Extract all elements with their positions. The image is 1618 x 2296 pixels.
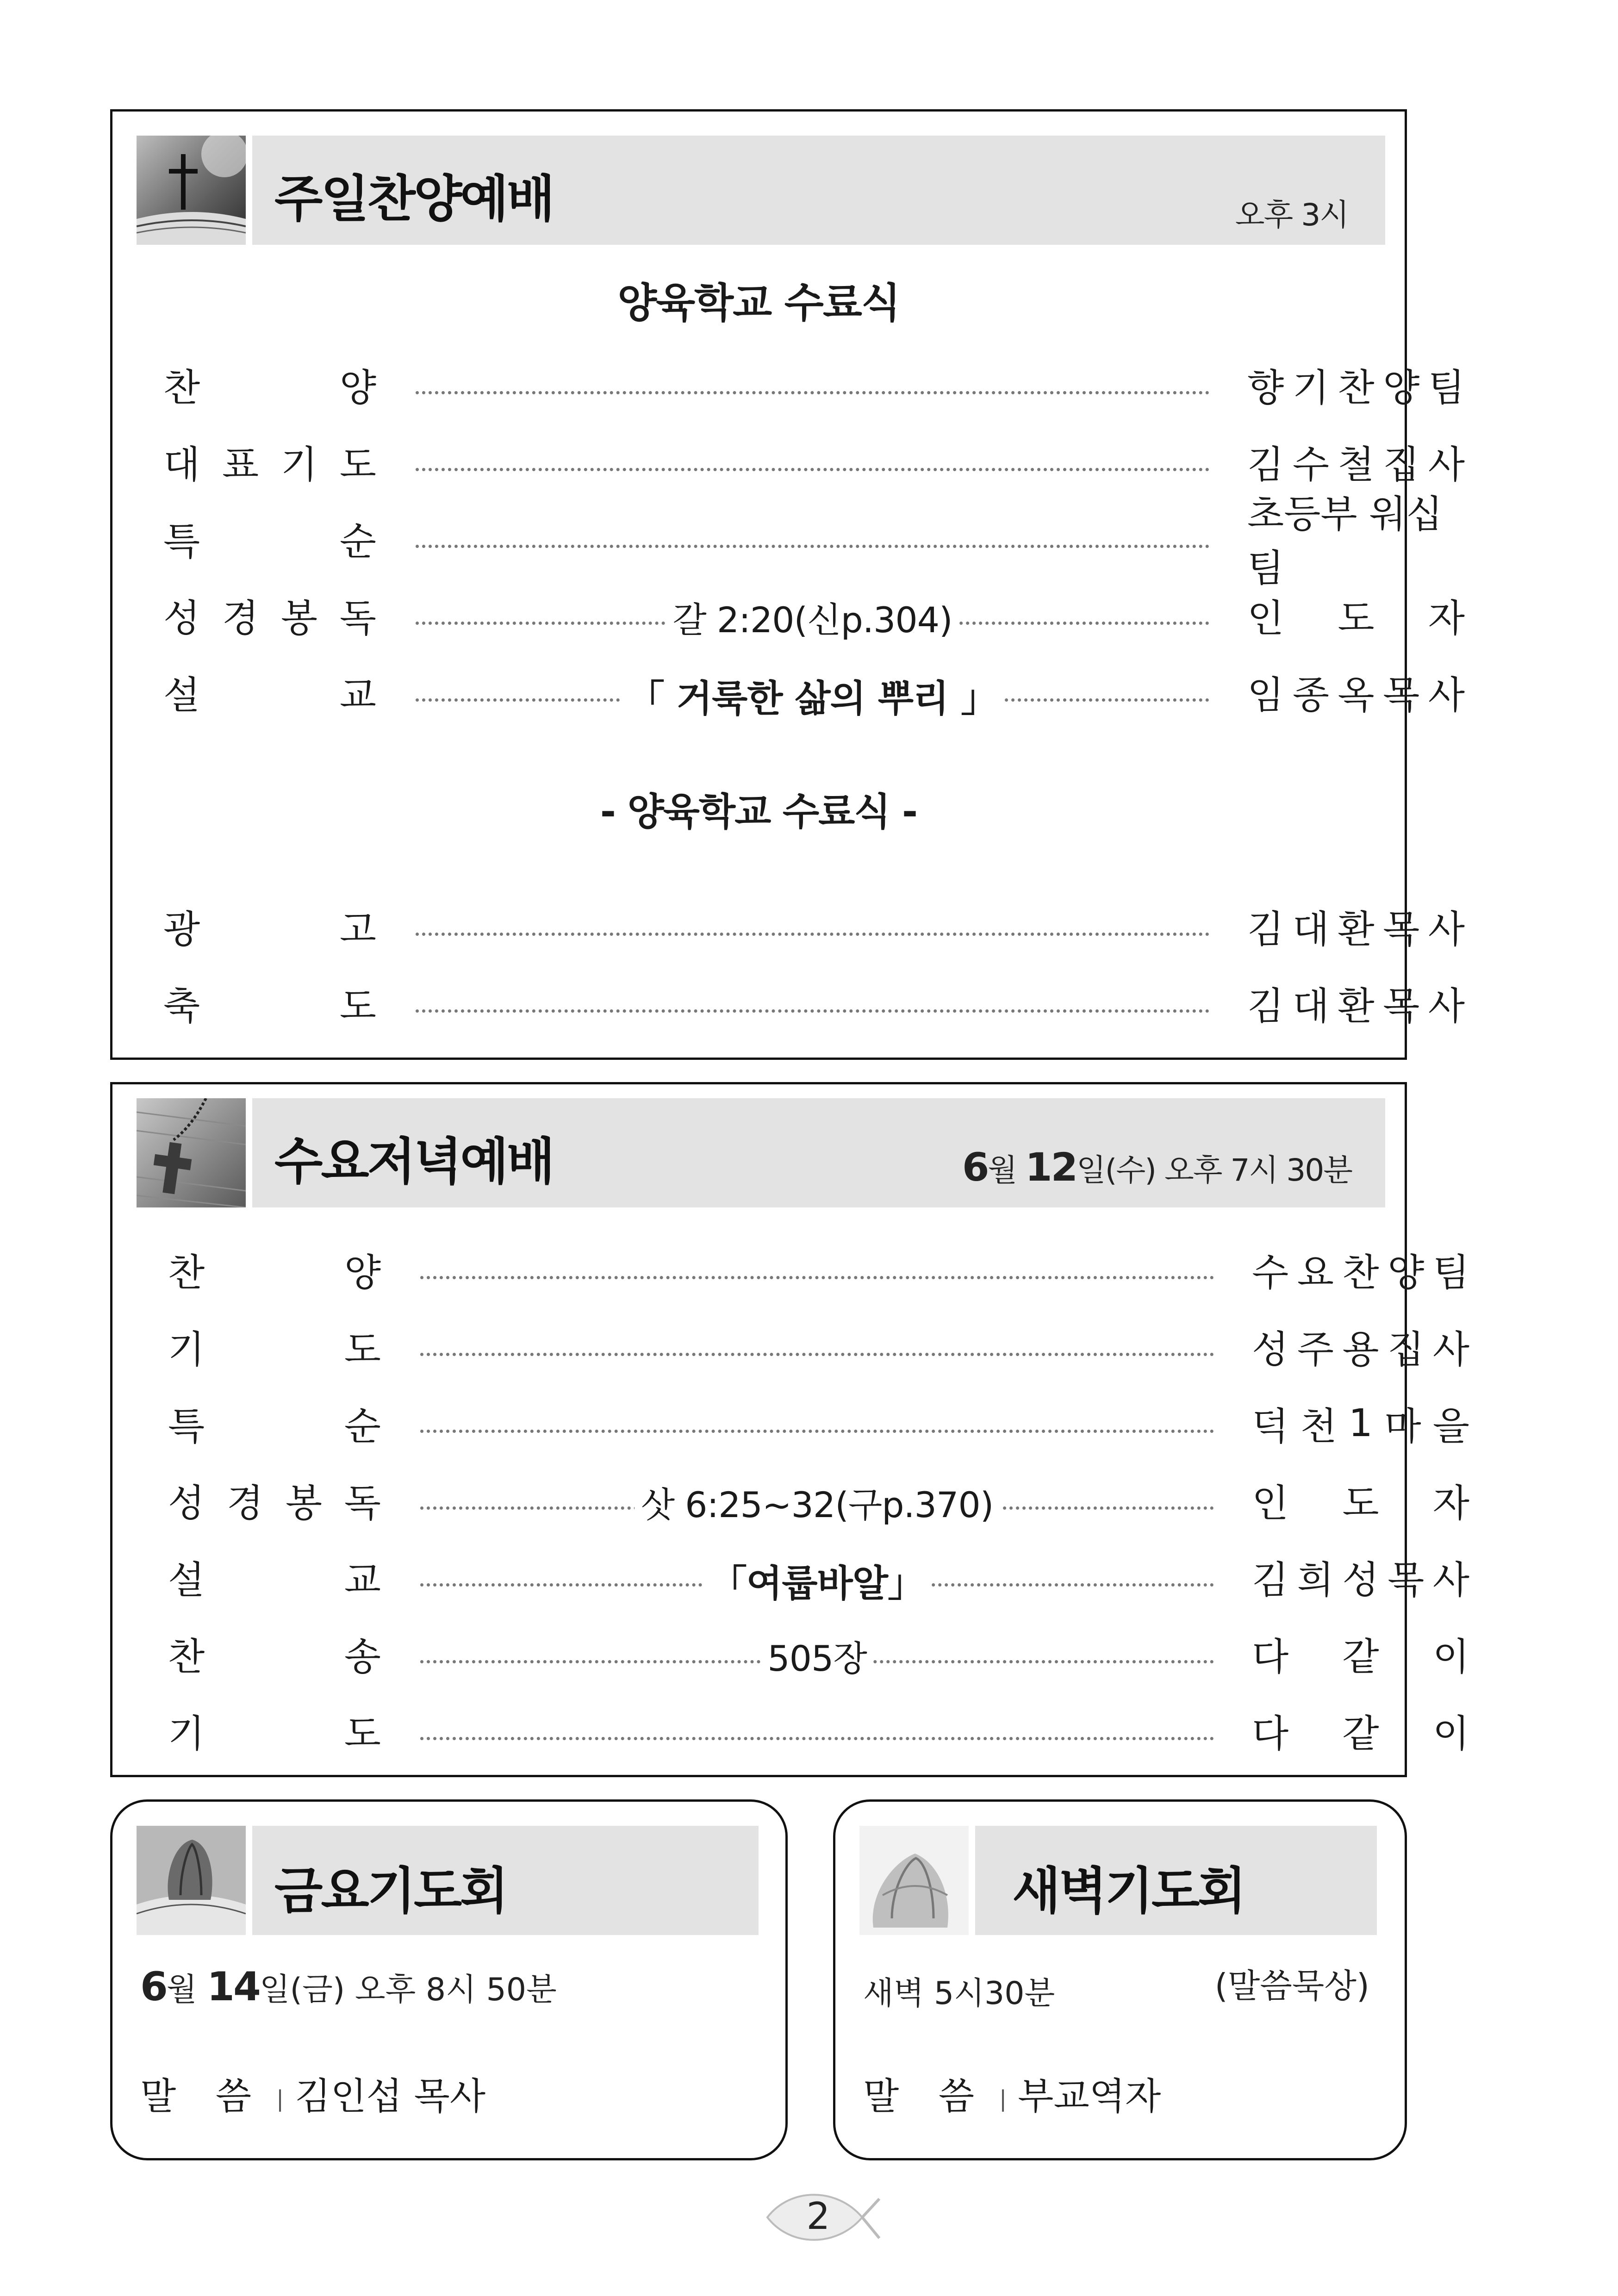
program-item-person: 덕 천 1 마 을 bbox=[1252, 1401, 1469, 1449]
wednesday-day: 12 bbox=[1025, 1145, 1077, 1190]
program-item-label: 설 교 bbox=[163, 673, 376, 717]
program-item-label: 찬 양 bbox=[163, 366, 376, 410]
sunday-header-bar bbox=[252, 136, 1385, 245]
friday-title: 금요기도회 bbox=[274, 1862, 507, 1920]
friday-header-bar bbox=[252, 1826, 759, 1935]
program-item-person: 김 대 환 목 사 bbox=[1247, 984, 1465, 1028]
dotted-leader bbox=[416, 545, 1209, 548]
sunday-subheading: 양육학교 수료식 bbox=[617, 279, 900, 327]
program-row bbox=[168, 1626, 1469, 1681]
program-item-label: 설 교 bbox=[168, 1558, 381, 1602]
friday-speaker-name: 김인섭 목사 bbox=[295, 2075, 486, 2118]
dawn-speaker-label: 말 씀 bbox=[863, 2075, 988, 2118]
program-row bbox=[168, 1549, 1469, 1605]
praying-hands-image bbox=[859, 1826, 969, 1935]
program-item-detail: 「여룹바알」 bbox=[703, 1554, 931, 1607]
program-row bbox=[163, 587, 1465, 643]
dotted-leader bbox=[416, 391, 1209, 394]
wednesday-month-unit: 월 bbox=[988, 1152, 1017, 1188]
program-row bbox=[163, 357, 1465, 412]
wednesday-month: 6 bbox=[962, 1145, 988, 1190]
page-number-fish-icon bbox=[763, 2183, 883, 2252]
program-item-person: 수 요 찬 양 팀 bbox=[1252, 1251, 1469, 1295]
speaker-separator: | bbox=[276, 2086, 284, 2112]
friday-prayer-box bbox=[110, 1799, 788, 2160]
program-item-person: 임 종 옥 목 사 bbox=[1247, 673, 1465, 717]
program-item-label: 성 경 봉 독 bbox=[168, 1481, 381, 1525]
program-item-person: 향 기 찬 양 팀 bbox=[1247, 366, 1465, 410]
program-item-person: 김 대 환 목 사 bbox=[1247, 907, 1465, 952]
program-item-detail: 505장 bbox=[761, 1630, 873, 1681]
program-item-person: 다 같 이 bbox=[1252, 1635, 1469, 1679]
dawn-header-bar bbox=[975, 1826, 1377, 1935]
program-row bbox=[163, 664, 1465, 720]
friday-day: 14 bbox=[207, 1964, 260, 2010]
dawn-speaker bbox=[863, 2066, 1161, 2120]
program-row bbox=[163, 898, 1465, 954]
dawn-note: (말씀묵상) bbox=[1214, 1966, 1369, 2005]
wednesday-time-rest: 일(수) 오후 7시 30분 bbox=[1077, 1152, 1352, 1188]
page-number: 2 bbox=[806, 2195, 830, 2238]
program-row bbox=[168, 1703, 1469, 1758]
program-item-label: 찬 양 bbox=[168, 1251, 381, 1295]
sunday-interlude: - 양육학교 수료식 - bbox=[600, 790, 917, 834]
program-row bbox=[163, 975, 1465, 1031]
program-item-label: 기 도 bbox=[168, 1711, 381, 1756]
program-item-label: 특 순 bbox=[163, 519, 376, 564]
cross-rosary-image bbox=[137, 1098, 246, 1207]
dotted-leader bbox=[416, 468, 1209, 471]
program-item-person: 인 도 자 bbox=[1252, 1481, 1469, 1525]
wednesday-title: 수요저녁예배 bbox=[274, 1133, 553, 1191]
cross-bible-image bbox=[137, 136, 246, 245]
program-item-label: 광 고 bbox=[163, 907, 376, 952]
dotted-leader bbox=[416, 1009, 1209, 1013]
program-item-person: 성 주 용 집 사 bbox=[1252, 1327, 1469, 1372]
program-row bbox=[168, 1242, 1469, 1297]
program-item-person: 다 같 이 bbox=[1252, 1711, 1469, 1756]
praying-hands-bible-image bbox=[137, 1826, 246, 1935]
dotted-leader bbox=[420, 1276, 1214, 1279]
program-row bbox=[168, 1395, 1469, 1451]
program-item-person: 초등부 워십팀 bbox=[1247, 492, 1443, 591]
dotted-leader bbox=[420, 1430, 1214, 1433]
program-item-label: 특 순 bbox=[168, 1404, 381, 1449]
dotted-leader bbox=[416, 933, 1209, 936]
dawn-speaker-name: 부교역자 bbox=[1018, 2075, 1161, 2118]
sunday-time: 오후 3시 bbox=[1235, 197, 1348, 233]
sunday-service-box bbox=[110, 109, 1465, 1060]
program-row bbox=[168, 1319, 1469, 1374]
program-item-person: 김 희 성 목 사 bbox=[1252, 1558, 1469, 1602]
wednesday-service-box bbox=[110, 1082, 1469, 1777]
dawn-prayer-box bbox=[833, 1799, 1407, 2160]
sunday-title: 주일찬양예배 bbox=[274, 170, 553, 228]
friday-month: 6 bbox=[140, 1964, 167, 2010]
program-row bbox=[163, 492, 1443, 591]
program-item-label: 축 도 bbox=[163, 984, 376, 1028]
speaker-separator: | bbox=[999, 2086, 1007, 2112]
friday-time-rest: 일(금) 오후 8시 50분 bbox=[259, 1972, 557, 2008]
friday-speaker bbox=[140, 2066, 485, 2120]
friday-time bbox=[140, 1964, 557, 2010]
program-row bbox=[168, 1472, 1469, 1528]
program-item-person: 인 도 자 bbox=[1247, 596, 1465, 641]
program-item-detail: 갈 2:20(신p.304) bbox=[666, 592, 958, 642]
friday-month-unit: 월 bbox=[166, 1972, 197, 2008]
program-row bbox=[163, 434, 1465, 489]
program-item-label: 기 도 bbox=[168, 1327, 381, 1372]
program-item-detail: 「 거룩한 삶의 뿌리 」 bbox=[621, 669, 1004, 722]
dotted-leader bbox=[420, 1737, 1214, 1740]
program-item-label: 대 표 기 도 bbox=[163, 442, 376, 487]
dawn-title: 새벽기도회 bbox=[1012, 1862, 1245, 1920]
wednesday-header-bar bbox=[252, 1098, 1385, 1207]
program-item-label: 찬 송 bbox=[168, 1635, 381, 1679]
program-item-person: 김 수 철 집 사 bbox=[1247, 442, 1465, 487]
dawn-time: 새벽 5시30분 bbox=[863, 1975, 1055, 2012]
dotted-leader bbox=[420, 1353, 1214, 1356]
friday-speaker-label: 말 씀 bbox=[140, 2075, 265, 2118]
wednesday-time bbox=[962, 1145, 1352, 1190]
program-item-detail: 삿 6:25~32(구p.370) bbox=[635, 1477, 1000, 1527]
program-item-label: 성 경 봉 독 bbox=[163, 596, 376, 641]
